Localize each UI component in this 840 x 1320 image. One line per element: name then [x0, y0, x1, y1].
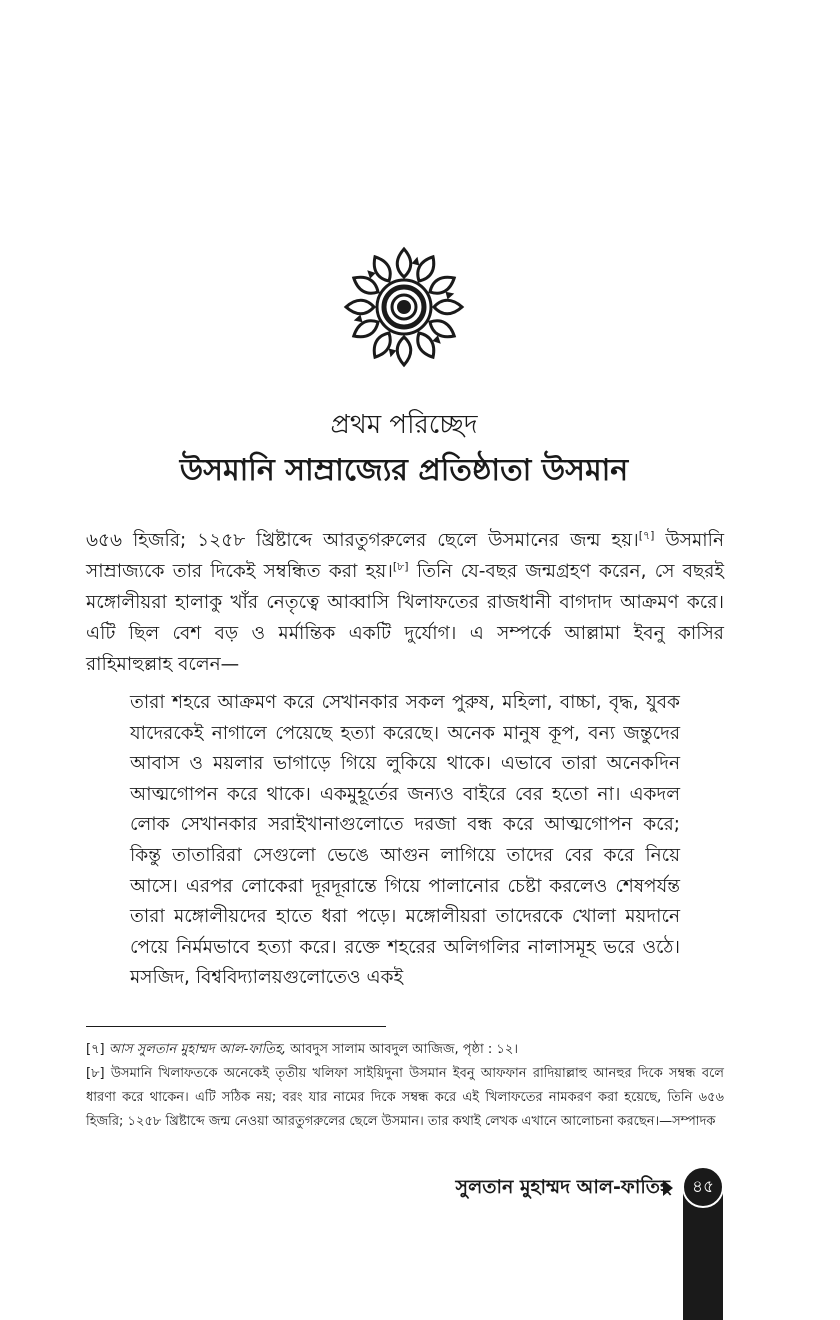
- block-quote: তারা শহরে আক্রমণ করে সেখানকার সকল পুরুষ, মহিলা, বাচ্চা, বৃদ্ধ, যুবক যাদেরকেই নাগালে পেয়েছে হত্যা করেছে। অনেক মানুষ কূপ, বন্য জন্তুদের আবাস ও ময়লার ভাগাড়ে গিয়ে লুকিয়ে থাকে। এভাবে তারা অনেকদিন আত্মগোপন করে থাকে। একমুহূর্তের জন্যও বাইরে বের হতো না। একদল লোক সেখানকার সরাইখানাগুলোতে দরজা বন্ধ করে আত্মগোপন করে; কিন্তু তাতারিরা সেগুলো ভেঙে আগুন লাগিয়ে তাদের বের করে নিয়ে আসে। এরপর লোকেরা দূরদূরান্তে গিয়ে পালানোর চেষ্টা করলেও শেষপর্যন্ত তারা মঙ্গোলীয়দের হাতে ধরা পড়ে। মঙ্গোলীয়রা তাদেরকে খোলা ময়দানে পেয়ে নির্মমভাবে হত্যা করে। রক্তে শহরের অলিগলির নালাসমূহ ভরে ওঠে। মসজিদ, বিশ্ববিদ্যালয়গুলোতেও একই: [130, 692, 680, 989]
- footnote-divider: [86, 1026, 386, 1027]
- paragraph-text-part: ৬৫৬ হিজরি; ১২৫৮ খ্রিষ্টাব্দে আরতুগরুলের ছেলে উসমানের জন্ম হয়।: [86, 530, 639, 551]
- flower-ornament-icon: [342, 245, 466, 369]
- footnote-ref-7[interactable]: [৭]: [638, 528, 655, 542]
- page-edge-tab: [683, 1190, 723, 1320]
- footnote-8: [86, 1062, 724, 1134]
- body-paragraph: [86, 525, 724, 680]
- footnote-marker: [৭]: [86, 1042, 105, 1057]
- footnote-text: আবদুস সালাম আবদুল আজিজ, পৃষ্ঠা : ১২।: [286, 1042, 518, 1057]
- running-footer-title: সুলতান মুহাম্মদ আল-ফাতিহ: [455, 1176, 670, 1198]
- chapter-title: উসমানি সাম্রাজ্যের প্রতিষ্ঠাতা উসমান: [179, 453, 629, 488]
- footnotes: [86, 1038, 724, 1134]
- footnote-book-title: আস সুলতান মুহাম্মদ আল-ফাতিহ,: [108, 1042, 287, 1057]
- triangle-right-icon: [663, 1180, 673, 1196]
- footnote-ref-8[interactable]: [৮]: [392, 559, 409, 573]
- footnote-text: উসমানি খিলাফতকে অনেকেই তৃতীয় খলিফা সাইয়িদুনা উসমান ইবনু আফফান রাদিয়াল্লাহু আনহুর দিকে সম্বন্ধ বলে ধারণা করে থাকেন। এটি সঠিক নয়; বরং যার নামের দিকে সম্বন্ধ করে এই খিলাফতের নামকরণ করা হয়েছে, তিনি ৬৫৬ হিজরি; ১২৫৮ খ্রিষ্টাব্দে জন্ম নেওয়া আরতুগরুলের ছেলে উসমান। তার কথাই লেখক এখানে আলোচনা করছেন।—সম্পাদক: [86, 1066, 724, 1129]
- footnote-7: [86, 1038, 724, 1062]
- footnote-marker: [৮]: [86, 1066, 105, 1081]
- paragraph-text-part: তিনি যে-বছর জন্মগ্রহণ করেন, সে বছরই মঙ্গোলীয়রা হালাকু খাঁর নেতৃত্বে আব্বাসি খিলাফতের রাজধানী বাগদাদ আক্রমণ করে। এটি ছিল বেশ বড় ও মর্মান্তিক একটি দুর্যোগ। এ সম্পর্কে আল্লামা ইবনু কাসির রাহিমাহুল্লাহ বলেন—: [86, 561, 725, 675]
- page-number: ৪৫: [682, 1166, 724, 1208]
- chapter-label: প্রথম পরিচ্ছেদ: [330, 410, 478, 440]
- paragraph-text-part: উসমানি সাম্রাজ্যকে তার দিকেই সম্বন্ধিত করা হয়।: [86, 530, 724, 582]
